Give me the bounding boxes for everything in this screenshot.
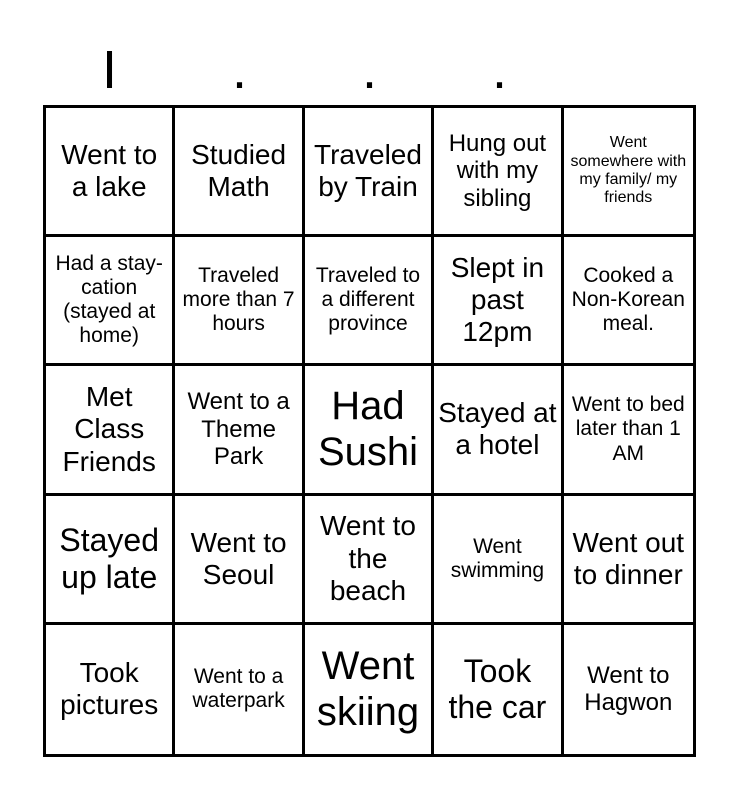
bingo-cell[interactable]: Had a stay-cation (stayed at home) — [46, 237, 175, 366]
bingo-cell[interactable]: Went skiing — [305, 625, 434, 754]
bingo-cell[interactable]: Stayed at a hotel — [434, 366, 563, 495]
bingo-cell[interactable]: Cooked a Non-Korean meal. — [564, 237, 693, 366]
bingo-cell[interactable]: Stayed up late — [46, 496, 175, 625]
bingo-cell[interactable]: Hung out with my sibling — [434, 108, 563, 237]
bingo-cell[interactable]: Went to Seoul — [175, 496, 304, 625]
bingo-header — [44, 40, 694, 102]
header-letter-3: . — [362, 40, 378, 100]
bingo-cell[interactable]: Went to bed later than 1 AM — [564, 366, 693, 495]
header-letter-2: . — [232, 40, 248, 100]
bingo-grid — [43, 105, 696, 757]
bingo-cell[interactable]: Took pictures — [46, 625, 175, 754]
bingo-cell[interactable]: Went to a waterpark — [175, 625, 304, 754]
header-letter-1: I — [102, 40, 118, 100]
bingo-cell[interactable]: Traveled more than 7 hours — [175, 237, 304, 366]
bingo-cell[interactable]: Took the car — [434, 625, 563, 754]
bingo-cell[interactable]: Went to a Theme Park — [175, 366, 304, 495]
bingo-cell[interactable]: Studied Math — [175, 108, 304, 237]
bingo-cell[interactable]: Went to the beach — [305, 496, 434, 625]
bingo-cell[interactable]: Went out to dinner — [564, 496, 693, 625]
bingo-cell[interactable]: Met Class Friends — [46, 366, 175, 495]
bingo-cell[interactable]: Had Sushi — [305, 366, 434, 495]
bingo-cell[interactable]: Slept in past 12pm — [434, 237, 563, 366]
header-letter-4: . — [492, 40, 508, 100]
bingo-cell[interactable]: Went somewhere with my family/ my friends — [564, 108, 693, 237]
bingo-cell[interactable]: Went swimming — [434, 496, 563, 625]
bingo-cell[interactable]: Went to a lake — [46, 108, 175, 237]
bingo-cell[interactable]: Went to Hagwon — [584, 661, 673, 717]
bingo-cell[interactable]: Traveled by Train — [305, 108, 434, 237]
bingo-cell[interactable]: Traveled to a different province — [305, 237, 434, 366]
